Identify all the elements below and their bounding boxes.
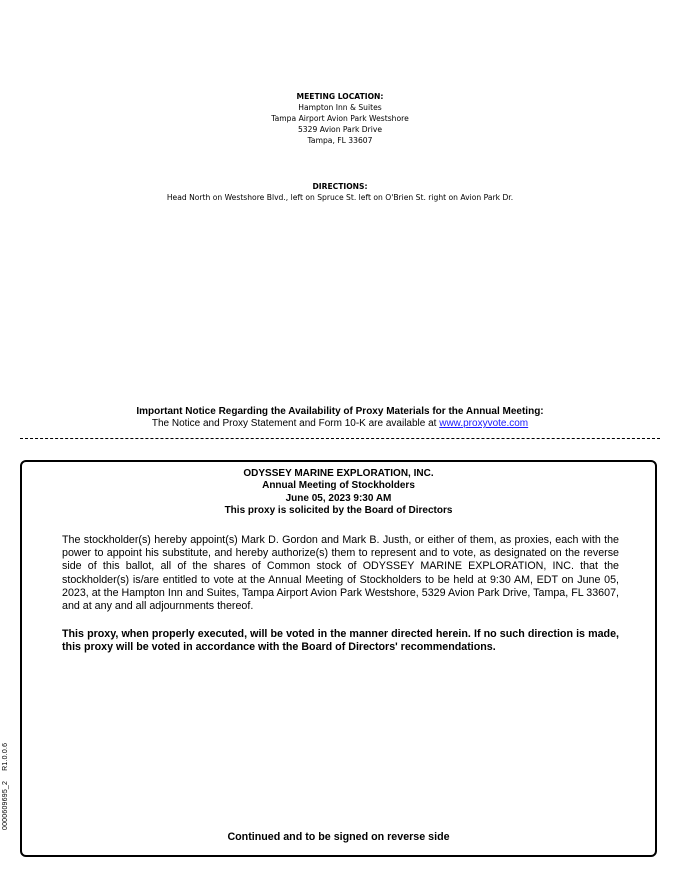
meeting-location-heading: MEETING LOCATION: bbox=[296, 92, 384, 101]
proxy-card bbox=[20, 460, 657, 857]
directions bbox=[0, 181, 680, 203]
solicited-statement: This proxy is solicited by the Board of Directors bbox=[224, 504, 453, 516]
proxy-materials-notice bbox=[0, 406, 680, 430]
meeting-location-line: Hampton Inn & Suites bbox=[298, 103, 382, 112]
notice-title: Important Notice Regarding the Availability of Proxy Materials for the Annual Meeting: bbox=[136, 406, 544, 417]
voting-directive: This proxy, when properly executed, will be voted in the manner directed herein. If no such direction is made, this proxy will be voted in accordance with the Board of Directors' recommendations. bbox=[62, 628, 619, 654]
directions-text: Head North on Westshore Blvd., left on Spruce St. left on O'Brien St. right on Avion Park Dr. bbox=[166, 193, 514, 202]
proxy-card-header bbox=[22, 468, 655, 517]
notice-text: The Notice and Proxy Statement and Form 10-K are available at bbox=[151, 418, 437, 429]
company-name: ODYSSEY MARINE EXPLORATION, INC. bbox=[243, 468, 434, 479]
meeting-name: Annual Meeting of Stockholders bbox=[262, 480, 415, 492]
meeting-datetime: June 05, 2023 9:30 AM bbox=[285, 492, 392, 504]
meeting-location-line: Tampa Airport Avion Park Westshore bbox=[271, 114, 409, 123]
continued-note: Continued and to be signed on reverse side bbox=[227, 831, 450, 843]
notice-text-line bbox=[0, 418, 680, 430]
revision-code: R1.0.0.6 bbox=[2, 742, 9, 771]
directions-heading: DIRECTIONS: bbox=[312, 182, 368, 191]
meeting-location bbox=[0, 91, 680, 146]
proxyvote-link[interactable]: www.proxyvote.com bbox=[439, 418, 529, 429]
meeting-location-line: 5329 Avion Park Drive bbox=[297, 125, 383, 134]
side-document-code bbox=[2, 743, 9, 830]
tear-line bbox=[20, 438, 660, 439]
appointment-paragraph: The stockholder(s) hereby appoint(s) Mark D. Gordon and Mark B. Justh, or either of them, as proxies, each with the power to appoint his substitute, and hereby authorize(s) them to represent and to vote, as designated on the reverse side of this ballot, all of the shares of Common stock of ODYSSEY MARINE EXPLORATION, INC. that the stockholder(s) is/are entitled to vote at the Annual Meeting of Stockholders to be held at 9:30 AM, EDT on June 05, 2023, at the Hampton Inn and Suites, Tampa Airport Avion Park Westshore, 5329 Avion Park Drive, Tampa, FL 33607, and at any and all adjournments thereof. bbox=[62, 534, 619, 613]
document-id: 0000609695_2 bbox=[2, 780, 9, 830]
meeting-location-line: Tampa, FL 33607 bbox=[307, 136, 373, 145]
